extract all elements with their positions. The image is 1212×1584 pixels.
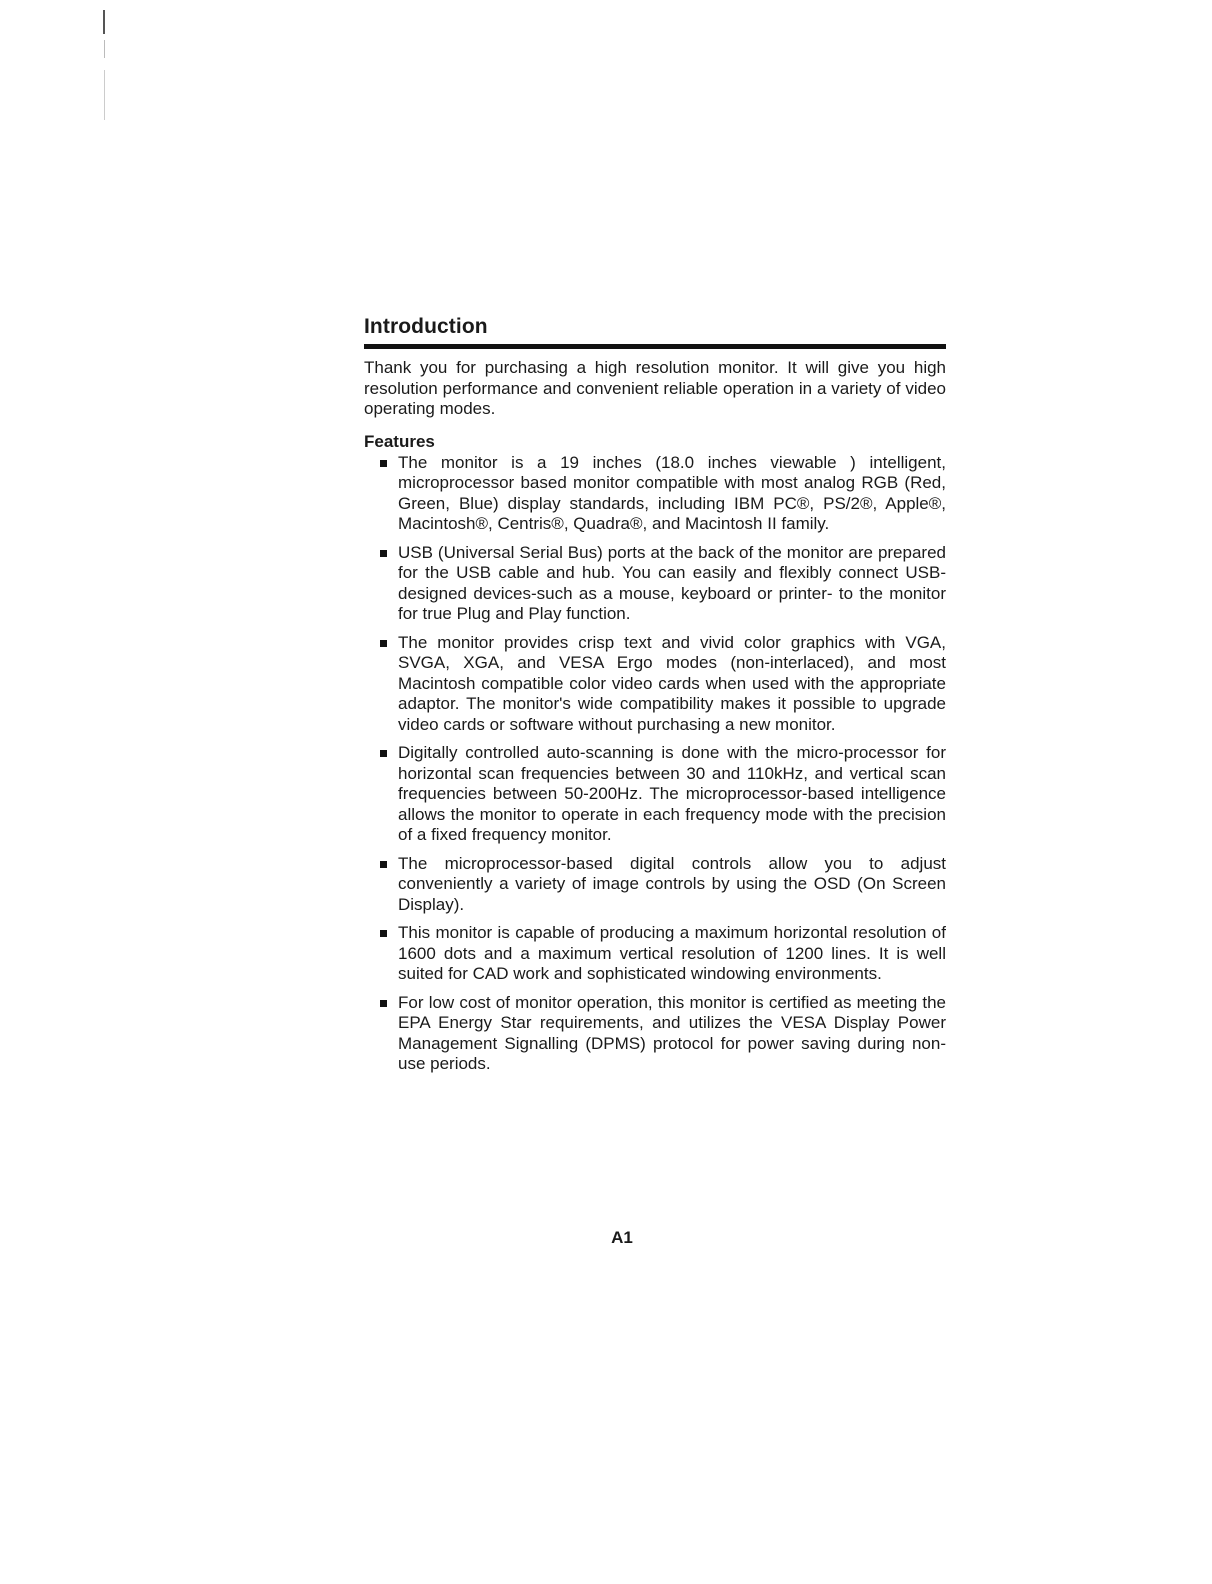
square-bullet-icon (380, 750, 387, 757)
feature-text: USB (Universal Serial Bus) ports at the back of the monitor are prepared for the USB cable and hub. You can easily and flexibly connect USB-designed devices-such as a mouse, keyboard or printer- to the monitor for true Plug and Play function. (398, 542, 946, 623)
feature-text: For low cost of monitor operation, this monitor is certified as meeting the EPA Energy Star requirements, and utilizes the VESA Display Power Management Signalling (DPMS) protocol for power saving during non-use periods. (398, 992, 946, 1073)
section-title: Introduction (364, 315, 488, 338)
feature-item (364, 543, 946, 625)
square-bullet-icon (380, 1000, 387, 1007)
document-page (364, 314, 946, 1083)
feature-item (364, 993, 946, 1075)
scan-artifact-mark (103, 10, 105, 34)
feature-text: The monitor provides crisp text and vivid color graphics with VGA, SVGA, XGA, and VESA Ergo modes (non-interlaced), and most Macintosh compatible color video cards when used with the appropriate adaptor. The monitor's wide compatibility makes it possible to upgrade video cards or software without purchasing a new monitor. (398, 632, 946, 734)
feature-list (364, 453, 946, 1075)
title-underline-rule (364, 344, 946, 349)
square-bullet-icon (380, 861, 387, 868)
square-bullet-icon (380, 930, 387, 937)
scan-artifact-mark (104, 70, 105, 120)
feature-item (364, 743, 946, 846)
page-number: A1 (611, 1228, 633, 1247)
feature-text: This monitor is capable of producing a maximum horizontal resolution of 1600 dots and a maximum vertical resolution of 1200 lines. It is well suited for CAD work and sophisticated windowing environments. (398, 923, 946, 983)
square-bullet-icon (380, 640, 387, 647)
feature-text: The monitor is a 19 inches (18.0 inches viewable ) intelligent, microprocessor based monitor compatible with most analog RGB (Red, Green, Blue) display standards, including IBM PC®, PS/2®, Apple®, Macintosh®, Centris®, Quadra®, and Macintosh II family. (398, 452, 946, 533)
feature-text: Digitally controlled auto-scanning is done with the micro-processor for horizontal scan frequencies between 30 and 110kHz, and vertical scan frequencies between 50-200Hz. The microprocessor-based intelligence allows the monitor to operate in each frequency mode with the precision of a fixed frequency monitor. (398, 743, 946, 844)
feature-item (364, 633, 946, 736)
scan-artifact-mark (104, 40, 105, 58)
feature-text: The microprocessor-based digital controls allow you to adjust conveniently a variety of image controls by using the OSD (On Screen Display). (398, 853, 946, 914)
square-bullet-icon (380, 550, 387, 557)
intro-paragraph: Thank you for purchasing a high resolution monitor. It will give you high resolution performance and convenient reliable operation in a variety of video operating modes. (364, 358, 946, 418)
features-heading: Features (364, 431, 435, 451)
feature-item (364, 453, 946, 535)
feature-item (364, 854, 946, 916)
feature-item (364, 923, 946, 985)
square-bullet-icon (380, 460, 387, 467)
